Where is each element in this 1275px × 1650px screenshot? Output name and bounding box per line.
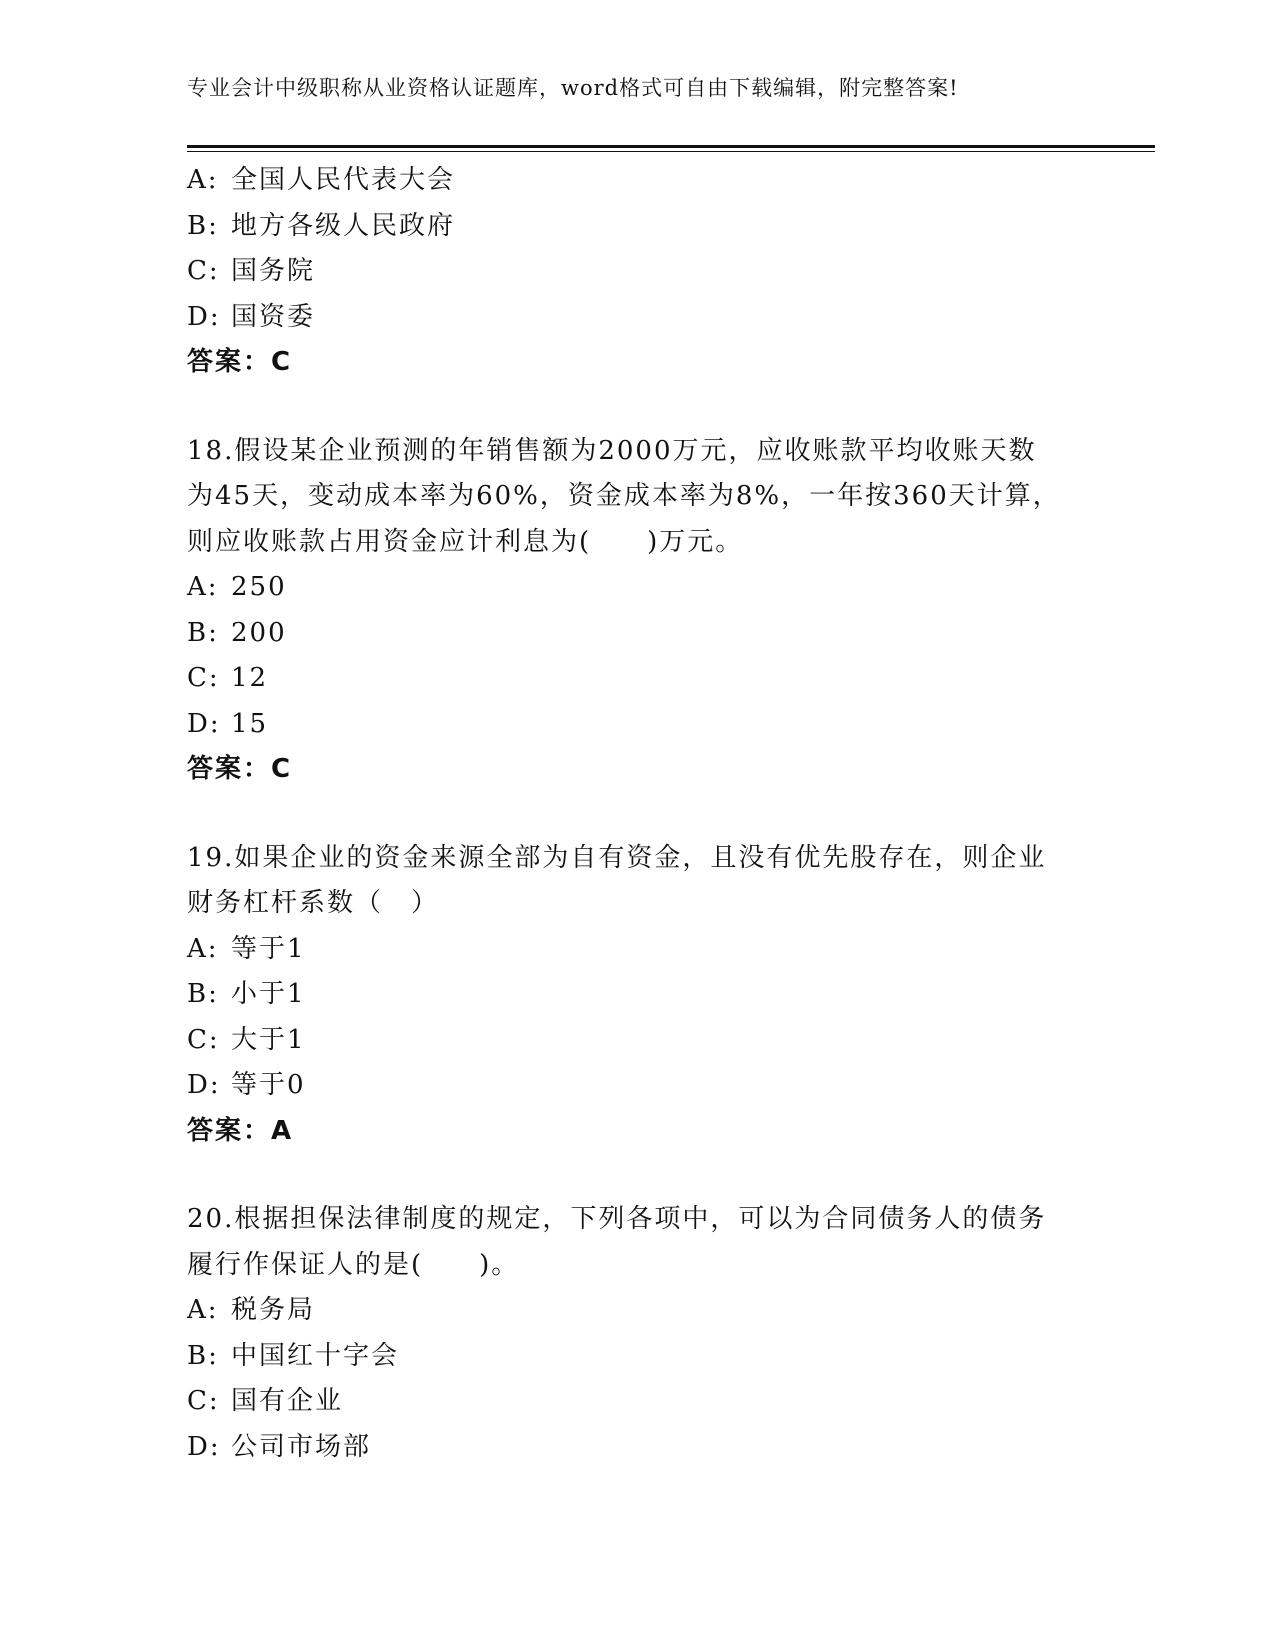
option-letter: A: (187, 933, 219, 964)
option-a (187, 1288, 1087, 1334)
option-text: 等于0 (231, 1070, 306, 1100)
question-stem-line: 18.假设某企业预测的年销售额为2000万元，应收账款平均收账天数 (187, 435, 1037, 466)
option-c (187, 1018, 1087, 1064)
question-gap (187, 793, 1087, 836)
option-letter: A: (187, 165, 219, 195)
option-letter: A: (187, 572, 219, 602)
option-letter: B: (187, 617, 219, 648)
header-rule-thick (187, 145, 1155, 148)
option-c (187, 249, 1087, 295)
option-letter: C: (187, 1386, 220, 1416)
question-18 (187, 429, 1087, 793)
option-text: 12 (231, 663, 269, 693)
option-text: 200 (231, 617, 287, 648)
option-text: 等于1 (231, 933, 306, 964)
question-stem-line: 19.如果企业的资金来源全部为自有资金，且没有优先股存在，则企业 (187, 842, 1047, 873)
answer-line: 答案：C (187, 347, 293, 377)
option-letter: D: (187, 1431, 221, 1462)
option-d (187, 702, 1087, 748)
option-text: 全国人民代表大会 (231, 165, 456, 195)
option-letter: D: (187, 1070, 221, 1100)
question-gap (187, 1154, 1087, 1197)
option-letter: A: (187, 1295, 219, 1325)
question-stem-line: 财务杠杆系数（ ） (187, 888, 440, 918)
question-gap (187, 386, 1087, 429)
option-letter: B: (187, 210, 219, 241)
option-d (187, 295, 1087, 341)
option-text: 小于1 (231, 979, 306, 1009)
question-content (187, 158, 1087, 1470)
option-b (187, 1334, 1087, 1380)
option-text: 250 (231, 572, 287, 602)
option-letter: C: (187, 663, 220, 693)
option-c (187, 656, 1087, 702)
option-text: 15 (231, 708, 269, 739)
answer-line: 答案：C (187, 754, 293, 784)
option-text: 国务院 (231, 256, 316, 286)
option-text: 大于1 (231, 1024, 306, 1055)
question-19 (187, 836, 1087, 1155)
header-rule-thin (187, 151, 1155, 152)
option-b (187, 204, 1087, 250)
option-d (187, 1063, 1087, 1109)
option-a (187, 158, 1087, 204)
option-text: 中国红十字会 (231, 1340, 400, 1371)
option-text: 公司市场部 (231, 1431, 372, 1462)
option-text: 税务局 (231, 1295, 316, 1325)
option-text: 地方各级人民政府 (231, 210, 456, 241)
answer-line: 答案：A (187, 1115, 294, 1146)
option-text: 国有企业 (231, 1386, 344, 1416)
option-c (187, 1379, 1087, 1425)
option-b (187, 972, 1087, 1018)
option-letter: D: (187, 301, 221, 332)
option-letter: C: (187, 256, 220, 286)
page-header: 专业会计中级职称从业资格认证题库，word格式可自由下载编辑，附完整答案! (187, 76, 959, 100)
option-a (187, 927, 1087, 973)
question-stem-line: 履行作保证人的是( )。 (187, 1249, 520, 1280)
question-stem-line: 为45天，变动成本率为60%，资金成本率为8%，一年按360天计算， (187, 481, 1061, 511)
option-b (187, 611, 1087, 657)
question-stem-line: 20.根据担保法律制度的规定，下列各项中，可以为合同债务人的债务 (187, 1204, 1047, 1234)
option-d (187, 1425, 1087, 1471)
option-a (187, 565, 1087, 611)
question-stem-line: 则应收账款占用资金应计利息为( )万元。 (187, 526, 744, 557)
option-text: 国资委 (231, 301, 316, 332)
option-letter: C: (187, 1024, 220, 1055)
question-20 (187, 1197, 1087, 1470)
option-letter: D: (187, 708, 221, 739)
question-17 (187, 158, 1087, 386)
option-letter: B: (187, 1340, 219, 1371)
option-letter: B: (187, 979, 219, 1009)
